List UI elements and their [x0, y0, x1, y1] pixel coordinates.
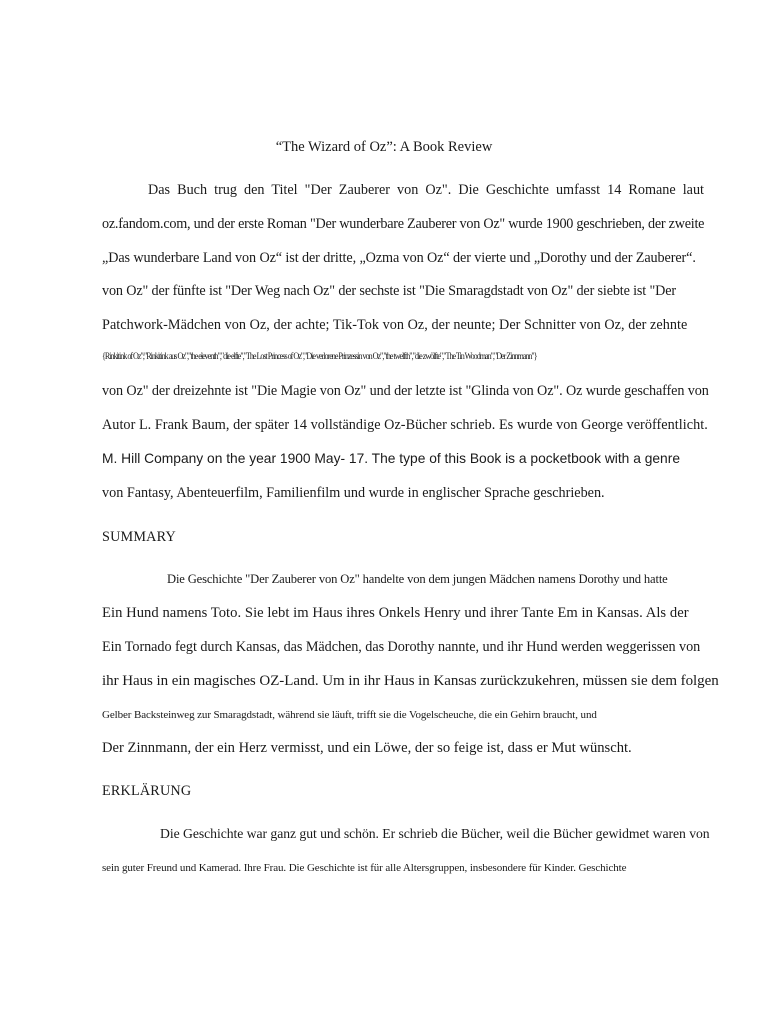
intro-line-6: {Rinkitink of Oz";"Rinkitink aus Oz","the eleventh","die elfte","The Lost Princess of Oz","Die verlorene Prinzessin von Oz","the twelfth","die zwölfte","The Tin Woodman","Der Zinnmann"} — [102, 351, 537, 361]
summary-line-3: Ein Tornado fegt durch Kansas, das Mädchen, das Dorothy nannte, und ihr Hund werden weggerissen von — [102, 639, 701, 655]
intro-line-8: Autor L. Frank Baum, der später 14 vollständige Oz-Bücher schrieb. Es wurde von George veröffentlicht. — [102, 417, 708, 433]
intro-line-3: „Das wunderbare Land von Oz“ ist der dritte, „Ozma von Oz“ der vierte und „Dorothy und der Zauberer“. — [102, 250, 696, 266]
explanation-line-1: Die Geschichte war ganz gut und schön. Er schrieb die Bücher, weil die Bücher gewidmet waren von — [160, 826, 710, 841]
intro-line-1: Das Buch trug den Titel "Der Zauberer von Oz". Die Geschichte umfasst 14 Romane laut — [148, 182, 704, 198]
intro-line-7: von Oz" der dreizehnte ist "Die Magie von Oz" und der letzte ist "Glinda von Oz". Oz wurde geschaffen von — [102, 383, 709, 399]
document-title: “The Wizard of Oz”: A Book Review — [275, 139, 493, 155]
explanation-heading: ERKLÄRUNG — [102, 783, 192, 799]
intro-line-4: von Oz" der fünfte ist "Der Weg nach Oz" der sechste ist "Die Smaragdstadt von Oz" der siebte ist "Der — [102, 283, 676, 299]
explanation-line-2: sein guter Freund und Kamerad. Ihre Frau. Die Geschichte ist für alle Altersgruppen, insbesondere für Kinder. Geschichte — [102, 862, 627, 874]
intro-line-2: oz.fandom.com, und der erste Roman "Der wunderbare Zauberer von Oz" wurde 1900 geschrieben, der zweite — [102, 216, 705, 232]
intro-line-10: von Fantasy, Abenteuerfilm, Familienfilm und wurde in englischer Sprache geschrieben. — [102, 485, 605, 501]
summary-line-2: Ein Hund namens Toto. Sie lebt im Haus ihres Onkels Henry und ihrer Tante Em in Kansas. Als der — [102, 605, 689, 621]
summary-line-4: ihr Haus in ein magisches OZ-Land. Um in ihr Haus in Kansas zurückzukehren, müssen sie dem folgen — [102, 673, 719, 689]
summary-heading: SUMMARY — [102, 529, 176, 545]
summary-line-5: Gelber Backsteinweg zur Smaragdstadt, während sie läuft, trifft sie die Vogelscheuche, die ein Gehirn braucht, und — [102, 709, 597, 721]
summary-line-1: Die Geschichte "Der Zauberer von Oz" handelte von dem jungen Mädchen namens Dorothy und hatte — [167, 572, 668, 586]
summary-line-6: Der Zinnmann, der ein Herz vermisst, und ein Löwe, der so feige ist, dass er Mut wünscht. — [102, 740, 632, 756]
intro-line-9: M. Hill Company on the year 1900 May- 17. The type of this Book is a pocketbook with a genre — [102, 451, 680, 466]
intro-line-5: Patchwork-Mädchen von Oz, der achte; Tik-Tok von Oz, der neunte; Der Schnitter von Oz, der zehnte — [102, 317, 688, 333]
